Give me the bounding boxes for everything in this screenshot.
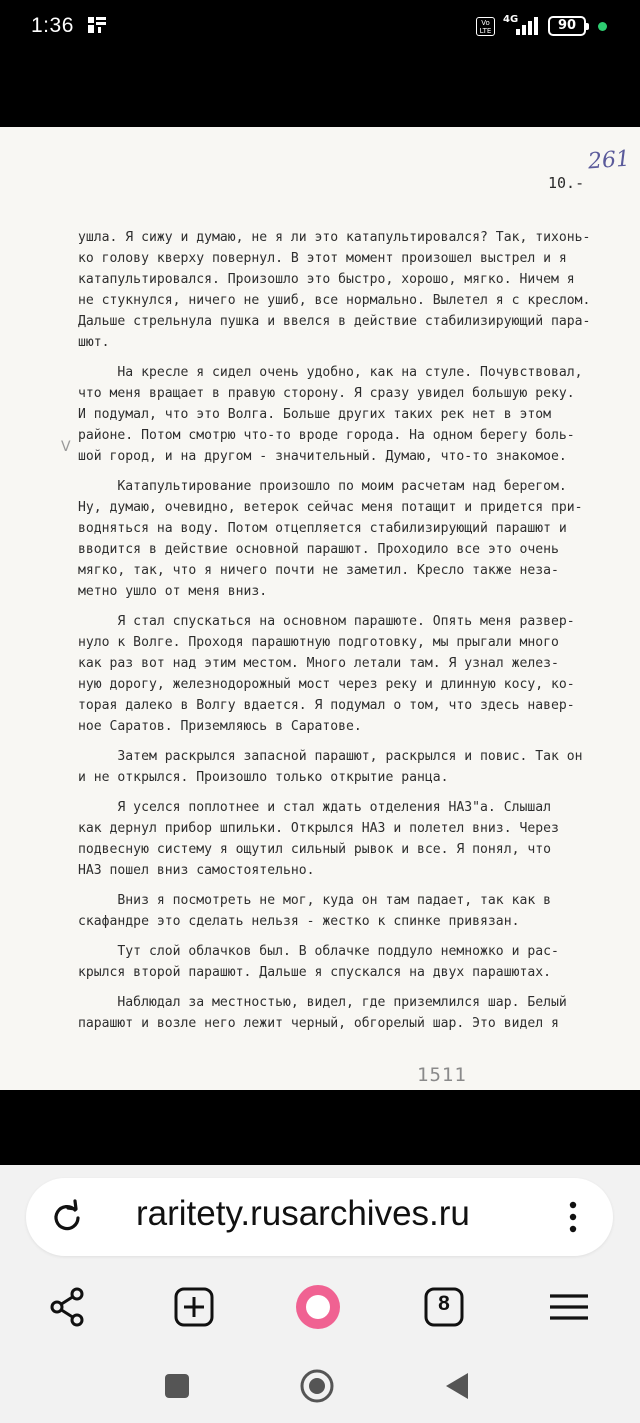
document-paragraph <box>78 746 630 788</box>
document-line: На кресле я сидел очень удобно, как на стуле. Почувствовал, <box>78 365 583 380</box>
document-line: мягко, так, что я ничего почти не заметил. Кресло также неза- <box>78 563 559 578</box>
alice-assistant-icon[interactable] <box>294 1283 342 1331</box>
privacy-indicator-dot <box>598 22 607 31</box>
status-time: 1:36 <box>31 14 74 37</box>
document-line: ко голову кверху повернул. В этот момент произошел выстрел и я <box>78 251 567 266</box>
back-icon[interactable] <box>437 1366 477 1406</box>
document-line: парашют и возле него лежит черный, обгорелый шар. Это видел я <box>78 1016 559 1031</box>
reload-icon[interactable] <box>48 1198 86 1236</box>
document-line: Ну, думаю, очевидно, ветерок сейчас меня потащит и придется при- <box>78 500 583 515</box>
document-line: Наблюдал за местностью, видел, где приземлился шар. Белый <box>78 995 567 1010</box>
tabs-button[interactable] <box>420 1283 468 1331</box>
document-line: Дальше стрельнула пушка и ввелся в действие стабилизирующий пара- <box>78 314 591 329</box>
url-text[interactable]: raritety.rusarchives.ru <box>136 1194 470 1233</box>
document-text <box>78 227 630 1043</box>
battery-icon: 90 <box>548 16 586 36</box>
volte-icon: Vo LTE <box>476 17 495 36</box>
new-tab-icon[interactable] <box>170 1283 218 1331</box>
handwritten-number: 261 <box>587 146 631 175</box>
document-line: ное Саратов. Приземляюсь в Саратове. <box>78 719 362 734</box>
more-options-icon[interactable] <box>563 1197 583 1237</box>
document-line: шой город, и на другом - значительный. Думаю, что-то знакомое. <box>78 449 567 464</box>
document-line: ушла. Я сижу и думаю, не я ли это катапультировался? Так, тихонь- <box>78 230 591 245</box>
home-icon[interactable] <box>297 1366 337 1406</box>
document-line: торая далеко в Волгу вдается. Я подумал о том, что здесь навер- <box>78 698 575 713</box>
share-icon[interactable] <box>44 1283 92 1331</box>
document-line: Затем раскрылся запасной парашют, раскрылся и повис. Так он <box>78 749 583 764</box>
signal-icon <box>515 17 541 35</box>
notification-icon <box>87 16 107 34</box>
document-line: и не открылся. Произошло только открытие ранца. <box>78 770 449 785</box>
document-paragraph <box>78 611 630 737</box>
document-line: метно ушло от меня вниз. <box>78 584 268 599</box>
document-paragraph <box>78 362 630 467</box>
document-line: нуло к Волге. Проходя парашютную подготовку, мы прыгали много <box>78 635 559 650</box>
document-paragraph <box>78 992 630 1034</box>
document-line: Катапультирование произошло по моим расчетам над берегом. <box>78 479 567 494</box>
browser-bottom-panel <box>0 1165 640 1423</box>
margin-mark: V <box>61 439 71 455</box>
document-line: шют. <box>78 335 110 350</box>
document-line: не стукнулся, ничего не ушиб, все нормально. Вылетел я с креслом. <box>78 293 591 308</box>
system-navigation-bar <box>0 1348 640 1423</box>
document-line: И подумал, что это Волга. Больше других таких рек нет в этом <box>78 407 551 422</box>
status-bar <box>0 0 640 54</box>
document-line: крылся второй парашют. Дальше я спускался на двух парашютах. <box>78 965 551 980</box>
document-line: катапультировался. Произошло это быстро, хорошо, мягко. Ничем я <box>78 272 575 287</box>
document-line: районе. Потом смотрю что-то вроде города. На одном берегу боль- <box>78 428 575 443</box>
document-line: Тут слой облачков был. В облачке поддуло немножко и рас- <box>78 944 559 959</box>
browser-toolbar <box>0 1275 640 1335</box>
document-line: скафандре это сделать нельзя - жестко к спинке привязан. <box>78 914 520 929</box>
document-line: подвесную систему я ощутил сильный рывок и все. Я понял, что <box>78 842 551 857</box>
recent-apps-icon[interactable] <box>157 1366 197 1406</box>
network-type: 4G <box>503 14 519 25</box>
document-paragraph <box>78 890 630 932</box>
address-bar[interactable] <box>26 1178 613 1256</box>
document-paragraph <box>78 227 630 353</box>
tab-count: 8 <box>438 1292 450 1315</box>
document-line: Вниз я посмотреть не мог, куда он там падает, так как в <box>78 893 551 908</box>
document-page <box>0 127 640 1090</box>
document-line: что меня вращает в правую сторону. Я сразу увидел большую реку. <box>78 386 575 401</box>
document-line: вводится в действие основной парашют. Проходило все это очень <box>78 542 559 557</box>
page-number: 10.- <box>548 174 585 192</box>
document-paragraph <box>78 941 630 983</box>
menu-icon[interactable] <box>545 1283 593 1331</box>
document-line: Я стал спускаться на основном парашюте. Опять меня развер- <box>78 614 575 629</box>
document-line: ную дорогу, железнодорожный мост через реку и длинную косу, ко- <box>78 677 575 692</box>
document-line: как дернул прибор шпильки. Открылся НАЗ и полетел вниз. Через <box>78 821 559 836</box>
archive-number: 1511 <box>417 1064 467 1086</box>
document-line: водняться на воду. Потом отцепляется стабилизирующий парашют и <box>78 521 567 536</box>
document-paragraph <box>78 476 630 602</box>
document-line: НАЗ пошел вниз самостоятельно. <box>78 863 315 878</box>
document-paragraph <box>78 797 630 881</box>
document-line: Я уселся поплотнее и стал ждать отделения НАЗ"а. Слышал <box>78 800 551 815</box>
document-line: как раз вот над этим местом. Много летали там. Я узнал желез- <box>78 656 559 671</box>
